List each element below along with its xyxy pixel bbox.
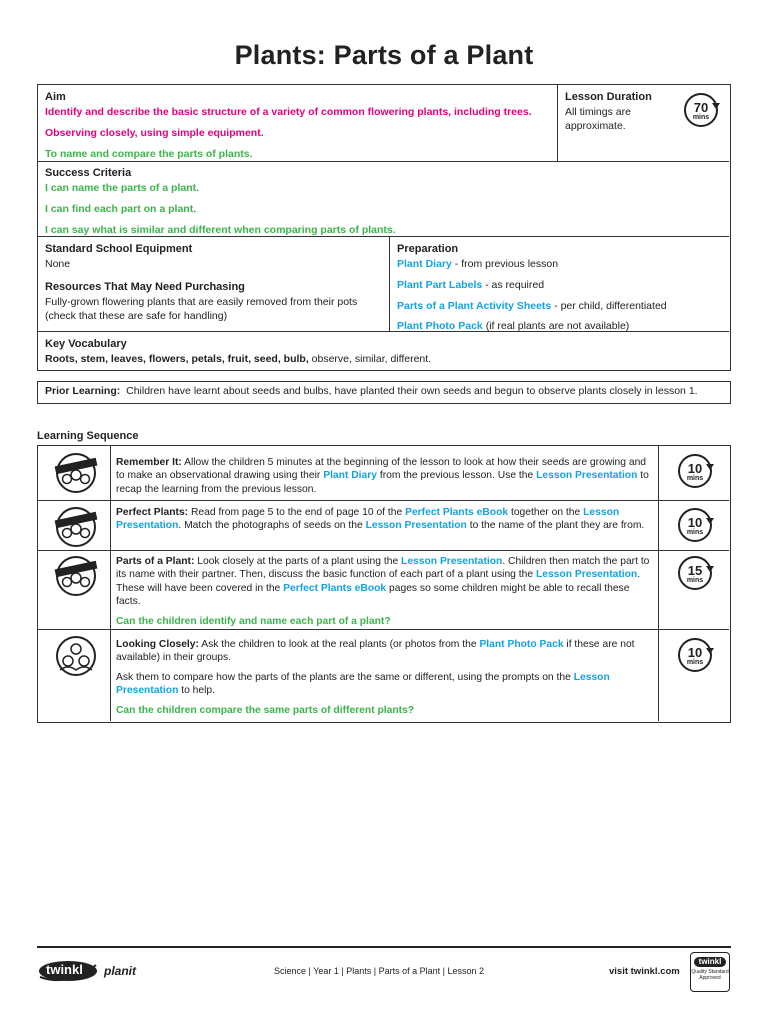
badge-text: Quality Standard Approved [691, 969, 729, 982]
prior-learning-label: Prior Learning: [45, 385, 121, 397]
success-criteria-cell [38, 163, 728, 247]
whole-class-icon [54, 451, 98, 495]
plant-part-labels-link[interactable]: Plant Part Labels [397, 278, 483, 291]
duration-timer-icon [684, 93, 718, 127]
lesson-presentation-link[interactable]: Lesson Presentation [116, 671, 610, 697]
timer-icon: 10 mins [678, 638, 712, 672]
plant-diary-link[interactable]: Plant Diary [323, 470, 377, 482]
aim-line-1: Identify and describe the basic structure of a variety of common flowering plants, including trees. [45, 106, 532, 119]
plant-diary-link[interactable]: Plant Diary [397, 258, 452, 271]
vocab-heading: Key Vocabulary [45, 338, 127, 350]
preparation-item: Plant Photo Pack (if real plants are not available) [397, 320, 630, 333]
perfect-plants-ebook-link[interactable]: Perfect Plants eBook [283, 582, 387, 594]
lesson-presentation-link[interactable]: Lesson Presentation [365, 520, 467, 532]
preparation-heading: Preparation [397, 243, 459, 255]
lesson-presentation-link[interactable]: Lesson Presentation [401, 556, 503, 567]
vocabulary-cell [38, 334, 728, 370]
lesson-presentation-link[interactable]: Lesson Presentation [535, 569, 638, 581]
sequence-step-parts-of-a-plant: Parts of a Plant: Look closely at the parts of a plant using the Lesson Presentation. Children then match the part to its name with their partner. Then, discuss the basic function of each part of a plant using the Lesson Presentation. These will have been covered in the Perfect Plants eBook pages so some children might be able to recall these facts. Can the children identify and name each part of a plant? [116, 555, 656, 634]
prior-learning-text: Children have learnt about seeds and bulbs, have planted their own seeds and begun to observe plants closely in lesson 1. [126, 385, 698, 397]
timer-icon: 15 mins [678, 556, 712, 590]
page-title: Plants: Parts of a Plant [234, 40, 534, 70]
aim-heading: Aim [45, 91, 66, 103]
sequence-step-perfect-plants: Perfect Plants: Read from page 5 to the end of page 10 of the Perfect Plants eBook together on the Lesson Presentation. Match the photographs of seeds on the Lesson Presentation to the name of the plant they are from. [116, 507, 645, 532]
duration-cell [558, 87, 678, 137]
lesson-presentation-link[interactable]: Lesson Presentation [116, 507, 620, 532]
timer-icon: 10 mins [678, 454, 712, 488]
resources-text: Fully-grown flowering plants that are easily removed from their pots (check that these are safe for handling) [45, 296, 358, 322]
equipment-value: None [45, 258, 71, 271]
group-icon [54, 634, 98, 678]
planit-logo: planit [104, 964, 136, 978]
duration-note: All timings are approximate. [565, 106, 631, 132]
preparation-cell [390, 239, 728, 344]
success-line-1: I can name the parts of a plant. [45, 182, 200, 195]
twinkl-brand: twinkl [46, 962, 83, 977]
whole-class-icon [54, 554, 98, 598]
whole-class-icon [54, 505, 98, 549]
timer-icon: 10 mins [678, 508, 712, 542]
sequence-step-looking-closely: Looking Closely: Ask the children to look at the real plants (or photos from the Plant Photo Pack if these are not available) in their groups. Ask them to compare how the parts of the plants are the same or different, using the prompts on the Lesson Presentation to help. Can the children compare the same parts of different plants? [116, 638, 656, 723]
plant-photo-pack-link[interactable]: Plant Photo Pack [397, 320, 483, 333]
success-line-2: I can find each part on a plant. [45, 202, 197, 215]
learning-sequence-heading: Learning Sequence [37, 430, 139, 442]
equipment-cell [38, 239, 388, 327]
aim-line-3: To name and compare the parts of plants. [45, 147, 253, 160]
prior-learning-box [37, 381, 731, 404]
aim-line-2: Observing closely, using simple equipment. [45, 126, 264, 139]
learning-sequence-table [37, 445, 731, 723]
success-heading: Success Criteria [45, 167, 132, 179]
footer-breadcrumb: Science | Year 1 | Plants | Parts of a Plant | Lesson 2 [274, 966, 484, 976]
duration-unit: mins [692, 114, 710, 121]
aim-cell [38, 87, 558, 171]
lesson-presentation-link[interactable]: Lesson Presentation [536, 470, 638, 482]
success-line-3: I can say what is similar and different when comparing parts of plants. [45, 223, 396, 236]
activity-sheets-link[interactable]: Parts of a Plant Activity Sheets [397, 299, 552, 312]
twinkl-logo[interactable] [38, 957, 98, 985]
preparation-item: Plant Part Labels - as required [397, 278, 545, 291]
resources-heading: Resources That May Need Purchasing [45, 280, 245, 293]
duration-heading: Lesson Duration [565, 91, 652, 103]
assessment-question: Can the children identify and name each part of a plant? [116, 615, 391, 627]
preparation-item: Parts of a Plant Activity Sheets - per child, differentiated [397, 299, 667, 312]
equipment-heading: Standard School Equipment [45, 243, 193, 255]
visit-twinkl-link[interactable]: visit twinkl.com [609, 966, 680, 977]
perfect-plants-ebook-link[interactable]: Perfect Plants eBook [405, 507, 509, 518]
vocab-text: Roots, stem, leaves, flowers, petals, fruit, seed, bulb, observe, similar, different. [45, 353, 432, 366]
lesson-info-table [37, 84, 731, 371]
sequence-step-remember-it: Remember It: Allow the children 5 minutes at the beginning of the lesson to look at how their seeds are growing and to make an observational drawing using their Plant Diary from the previous lesson. Use the Lesson Presentation to recap the learning from the previous lesson. [116, 457, 649, 495]
assessment-question: Can the children compare the same parts of different plants? [116, 704, 415, 716]
badge-brand: twinkl [694, 957, 726, 967]
quality-standard-badge [690, 952, 730, 992]
duration-value: 70 [693, 100, 709, 115]
preparation-item: Plant Diary - from previous lesson [397, 258, 559, 271]
plant-photo-pack-link[interactable]: Plant Photo Pack [479, 639, 564, 650]
